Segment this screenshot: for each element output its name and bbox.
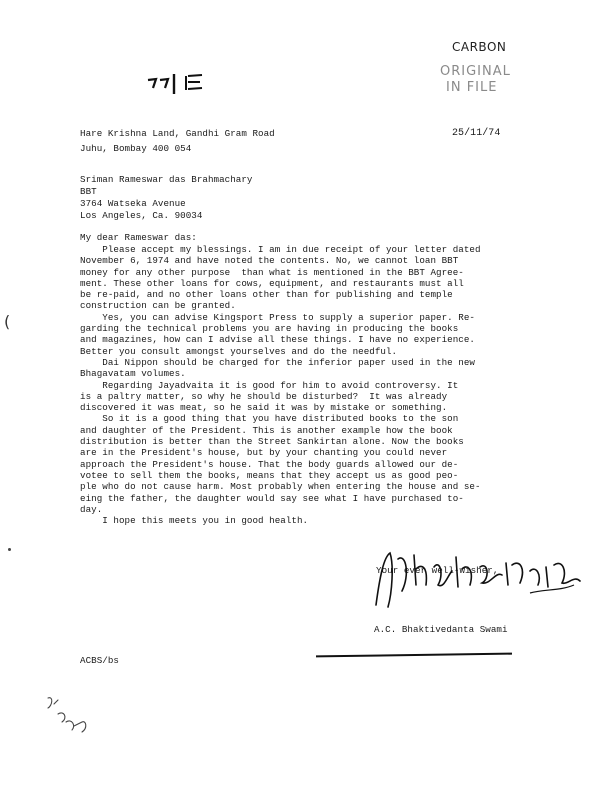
- letter-line: eing the father, the daughter would say see what I have purchased to-: [80, 492, 464, 504]
- letter-body: [80, 244, 481, 526]
- letter-line: money for any other purpose than what is mentioned in the BBT Agree-: [80, 266, 464, 278]
- original-stamp-line2: IN FILE: [446, 80, 498, 95]
- letter-line: are in the President's house, but by your chanting you could never: [80, 447, 448, 459]
- signature: [370, 545, 590, 615]
- letter-line: day.: [80, 503, 103, 515]
- carbon-stamp: CARBON: [452, 40, 507, 54]
- signer-name: A.C. Bhaktivedanta Swami: [374, 624, 508, 635]
- letter-date: 25/11/74: [452, 128, 501, 139]
- letter-line: is a paltry matter, so why he should be disturbed? It was already: [80, 390, 448, 402]
- recipient-city: Los Angeles, Ca. 90034: [80, 210, 203, 221]
- letter-line: Yes, you can advise Kingsport Press to supply a superior paper. Re-: [80, 311, 476, 323]
- salutation: My dear Rameswar das:: [80, 232, 197, 243]
- reference-initials: ACBS/bs: [80, 655, 119, 666]
- address-line-1: Hare Krishna Land, Gandhi Gram Road: [80, 128, 275, 139]
- letter-line: Better you consult amongst yourselves and do the needful.: [80, 345, 398, 357]
- handwritten-note-icon: [44, 692, 94, 736]
- address-line-2: Juhu, Bombay 400 054: [80, 143, 192, 154]
- margin-dot: [8, 548, 11, 551]
- letter-line: and daughter of the President. This is another example how the book: [80, 424, 453, 436]
- letter-line: discovered it was meat, so he said it was by mistake or something.: [80, 402, 448, 414]
- recipient-street: 3764 Watseka Avenue: [80, 198, 186, 209]
- om-mark-icon: [144, 70, 214, 100]
- letter-line: Bhagavatam volumes.: [80, 368, 186, 380]
- letter-line: ple who do not cause harm. Most probably when entering the house and se-: [80, 481, 481, 493]
- closing: Your ever well-wisher,: [376, 565, 499, 576]
- letter-line: and magazines, how can I advise all these things. I have no experience.: [80, 334, 476, 346]
- letter-line: I hope this meets you in good health.: [80, 515, 309, 527]
- letter-line: So it is a good thing that you have distributed books to the son: [80, 413, 459, 425]
- margin-bracket: (: [4, 312, 11, 331]
- letter-line: November 6, 1974 and have noted the contents. No, we cannot loan BBT: [80, 255, 459, 267]
- signature-rule: [316, 653, 512, 658]
- letter-line: construction can be granted.: [80, 300, 236, 312]
- letter-line: votee to sell them the books, means that they accept us as good peo-: [80, 469, 459, 481]
- recipient-org: BBT: [80, 186, 97, 197]
- letter-line: Dai Nippon should be charged for the inferior paper used in the new: [80, 356, 476, 368]
- letter-line: approach the President's house. That the body guards allowed our de-: [80, 458, 459, 470]
- letter-line: Regarding Jayadvaita it is good for him to avoid controversy. It: [80, 379, 459, 391]
- original-stamp-line1: ORIGINAL: [440, 64, 511, 79]
- letter-line: garding the technical problems you are having in producing the books: [80, 323, 459, 335]
- letter-line: be re-paid, and no other loans other than for publishing and temple: [80, 289, 453, 301]
- letter-line: distribution is better than the Street Sankirtan alone. Now the books: [80, 436, 464, 448]
- recipient-name: Sriman Rameswar das Brahmachary: [80, 174, 253, 185]
- letter-line: ment. These other loans for cows, equipment, and restaurants must all: [80, 277, 464, 289]
- letter-line: Please accept my blessings. I am in due receipt of your letter dated: [80, 244, 481, 255]
